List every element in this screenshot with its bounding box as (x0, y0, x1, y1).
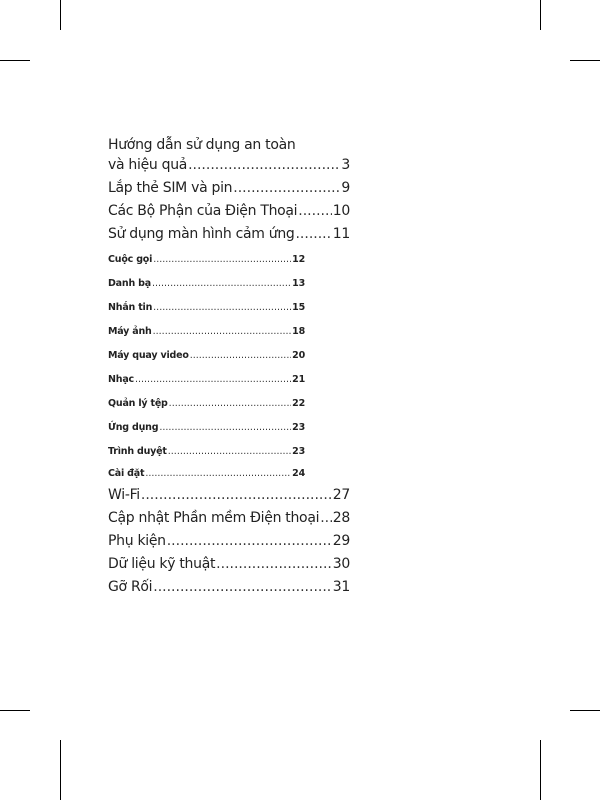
toc-entry-label: Danh bạ (108, 278, 151, 289)
toc-page-number: 15 (292, 302, 305, 313)
toc-entry-label: Wi-Fi (108, 487, 140, 503)
toc-entry-label: Hướng dẫn sử dụng an toàn (108, 137, 296, 153)
toc-entry-label: Sử dụng màn hình cảm ứng (108, 226, 295, 242)
toc-entry-label: Ứng dụng (108, 422, 159, 433)
dot-leader (233, 177, 340, 200)
toc-page-number: 22 (292, 398, 305, 409)
toc-subentry[interactable] (108, 392, 305, 416)
toc-entry-label: Các Bộ Phận của Điện Thoại (108, 203, 298, 219)
crop-mark-top-left-h (0, 60, 30, 61)
toc-entry-safety[interactable] (108, 154, 350, 177)
toc-entry-safety-line1 (108, 136, 350, 154)
toc-entry[interactable] (108, 507, 350, 530)
toc-entry[interactable] (108, 576, 350, 599)
dot-leader (190, 344, 291, 368)
dot-leader (153, 576, 332, 599)
toc-entry-label: Trình duyệt (108, 446, 167, 457)
dot-leader (153, 296, 291, 320)
crop-mark-bottom-right-h (570, 710, 600, 711)
toc-page-number: 10 (332, 203, 350, 219)
dot-leader (298, 200, 332, 223)
dot-leader (167, 530, 332, 553)
toc-entry-label: Máy ảnh (108, 326, 152, 337)
dot-leader (295, 223, 331, 246)
toc-page-number: 28 (332, 510, 350, 526)
table-of-contents (108, 136, 350, 599)
toc-page-number: 23 (292, 446, 305, 457)
dot-leader (169, 392, 292, 416)
toc-entry-label: Nhạc (108, 374, 134, 385)
dot-leader (188, 154, 340, 177)
toc-page-number: 24 (292, 468, 305, 479)
dot-leader (141, 484, 332, 507)
toc-entry-label: Nhắn tin (108, 302, 153, 313)
toc-entry-label: Dữ liệu kỹ thuật (108, 556, 216, 572)
toc-page-number: 21 (292, 374, 305, 385)
toc-page-number: 30 (332, 556, 350, 572)
dot-leader (153, 320, 292, 344)
crop-mark-bottom-right-v (540, 740, 541, 800)
crop-mark-bottom-left-h (0, 710, 30, 711)
toc-entry-label: Gỡ Rối (108, 579, 153, 595)
toc-page-number: 12 (292, 254, 305, 265)
toc-entry[interactable] (108, 223, 350, 246)
toc-page-number: 13 (292, 278, 305, 289)
toc-subentry[interactable] (108, 464, 305, 484)
crop-mark-top-left-v (60, 0, 61, 30)
crop-mark-top-right-v (540, 0, 541, 30)
dot-leader (153, 248, 291, 272)
toc-page-number: 31 (332, 579, 350, 595)
toc-page-number: 18 (292, 326, 305, 337)
dot-leader (168, 440, 291, 464)
toc-entry[interactable] (108, 177, 350, 200)
toc-page-number: 11 (332, 226, 350, 242)
toc-subentry[interactable] (108, 440, 305, 464)
toc-entry-label: Cuộc gọi (108, 254, 153, 265)
toc-subentry[interactable] (108, 296, 305, 320)
toc-entry[interactable] (108, 553, 350, 576)
crop-mark-top-right-h (570, 60, 600, 61)
toc-subentry[interactable] (108, 272, 305, 296)
toc-entry-label: Phụ kiện (108, 533, 166, 549)
toc-subentry[interactable] (108, 248, 305, 272)
toc-entry[interactable] (108, 200, 350, 223)
toc-page-number: 23 (292, 422, 305, 433)
crop-mark-bottom-left-v (60, 740, 61, 800)
dot-leader (152, 272, 291, 296)
dot-leader (216, 553, 332, 576)
toc-page-number: 27 (332, 487, 350, 503)
dot-leader (159, 416, 291, 440)
toc-page-number: 29 (332, 533, 350, 549)
toc-entry-label: Quản lý tệp (108, 398, 168, 409)
toc-page-number: 9 (341, 180, 350, 196)
toc-subentry[interactable] (108, 320, 305, 344)
toc-entry[interactable] (108, 484, 350, 507)
toc-entry-label: Máy quay video (108, 350, 189, 361)
toc-entry[interactable] (108, 530, 350, 553)
toc-subentry[interactable] (108, 368, 305, 392)
toc-page-number: 3 (341, 157, 350, 173)
dot-leader (320, 507, 332, 530)
toc-entry-label: Cài đặt (108, 468, 145, 479)
toc-subentry[interactable] (108, 344, 305, 368)
toc-subentry[interactable] (108, 416, 305, 440)
toc-entry-label: Lắp thẻ SIM và pin (108, 180, 233, 196)
toc-entry-label: Cập nhật Phần mềm Điện thoại (108, 510, 320, 526)
dot-leader (135, 368, 291, 392)
toc-page-number: 20 (292, 350, 305, 361)
toc-entry-label: và hiệu quả (108, 157, 188, 173)
dot-leader (145, 464, 291, 484)
